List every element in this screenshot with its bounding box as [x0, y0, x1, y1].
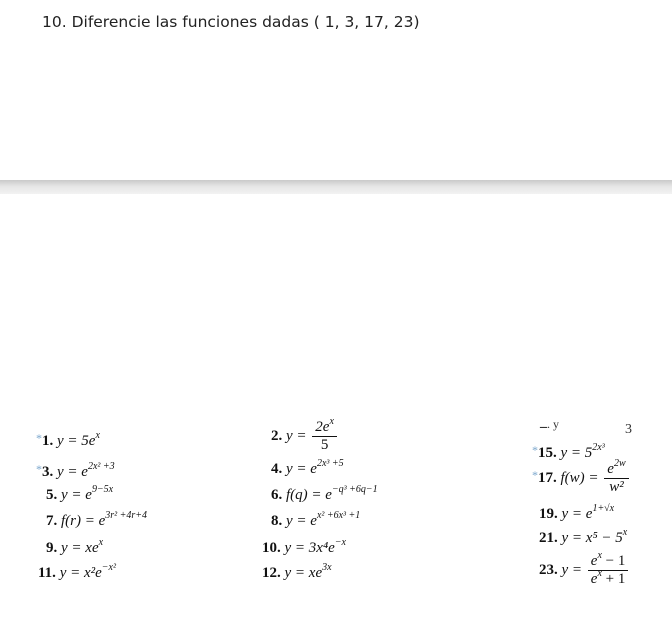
section-divider: [0, 180, 672, 194]
exercise-3: *3. $y = e^{2x^2 +3}$: [36, 461, 115, 480]
fraction: $\frac{e^{2w}}{\text{w²}}$: [604, 462, 628, 495]
exercise-5: 5. $y = e^{9-5x}$: [46, 484, 114, 503]
exercise-15: *15. $y = 5^{2x^3}$: [532, 442, 605, 461]
fraction: $\frac{2e^x}{5}$: [312, 420, 337, 453]
exercise-19: 19. $y = e^{1+√x}$: [539, 503, 615, 522]
exercise-4: 4. $y = e^{2x^3 +5}$: [271, 458, 344, 477]
exercise-10: 10. $y = 3x^4e^{-x}$: [262, 537, 346, 556]
exercise-1: *1. $y = 5e^x$: [36, 430, 100, 449]
cropped-fragment: ــ. y: [540, 417, 560, 431]
exercise-12: 12. $y = xe^{3x}$: [262, 562, 332, 581]
exercise-21: 21. $y = x^5 - 5^x$: [539, 527, 628, 546]
cropped-fragment-number: 3: [625, 422, 632, 437]
exercise-11: 11. $y = x^2e^{-x^2}$: [38, 562, 116, 581]
exercise-6: 6. $f(q) = e^{-q^3 +6q-1}$: [271, 484, 378, 503]
exercise-17: *17. f(w) = $\frac{e^{2w}}{\text{w²}}$: [532, 462, 631, 495]
exercise-7: 7. $f(r) = e^{3r^2 +4r+4}$: [46, 510, 148, 529]
exercise-23: 23. y = $\frac{e^x - 1}{e^x + 1}$: [539, 554, 630, 587]
exercise-9: 9. $y = xe^x$: [46, 537, 104, 556]
fraction: $\frac{e^x - 1}{e^x + 1}$: [588, 554, 629, 587]
exercise-2: 2. y = $\frac{2e^x}{5}$: [271, 420, 339, 453]
exercise-title: 10. Diferencie las funciones dadas ( 1, 3, 17, 23): [42, 13, 420, 31]
exercise-8: 8. $y = e^{x^2 +6x^3 +1}$: [271, 510, 361, 529]
